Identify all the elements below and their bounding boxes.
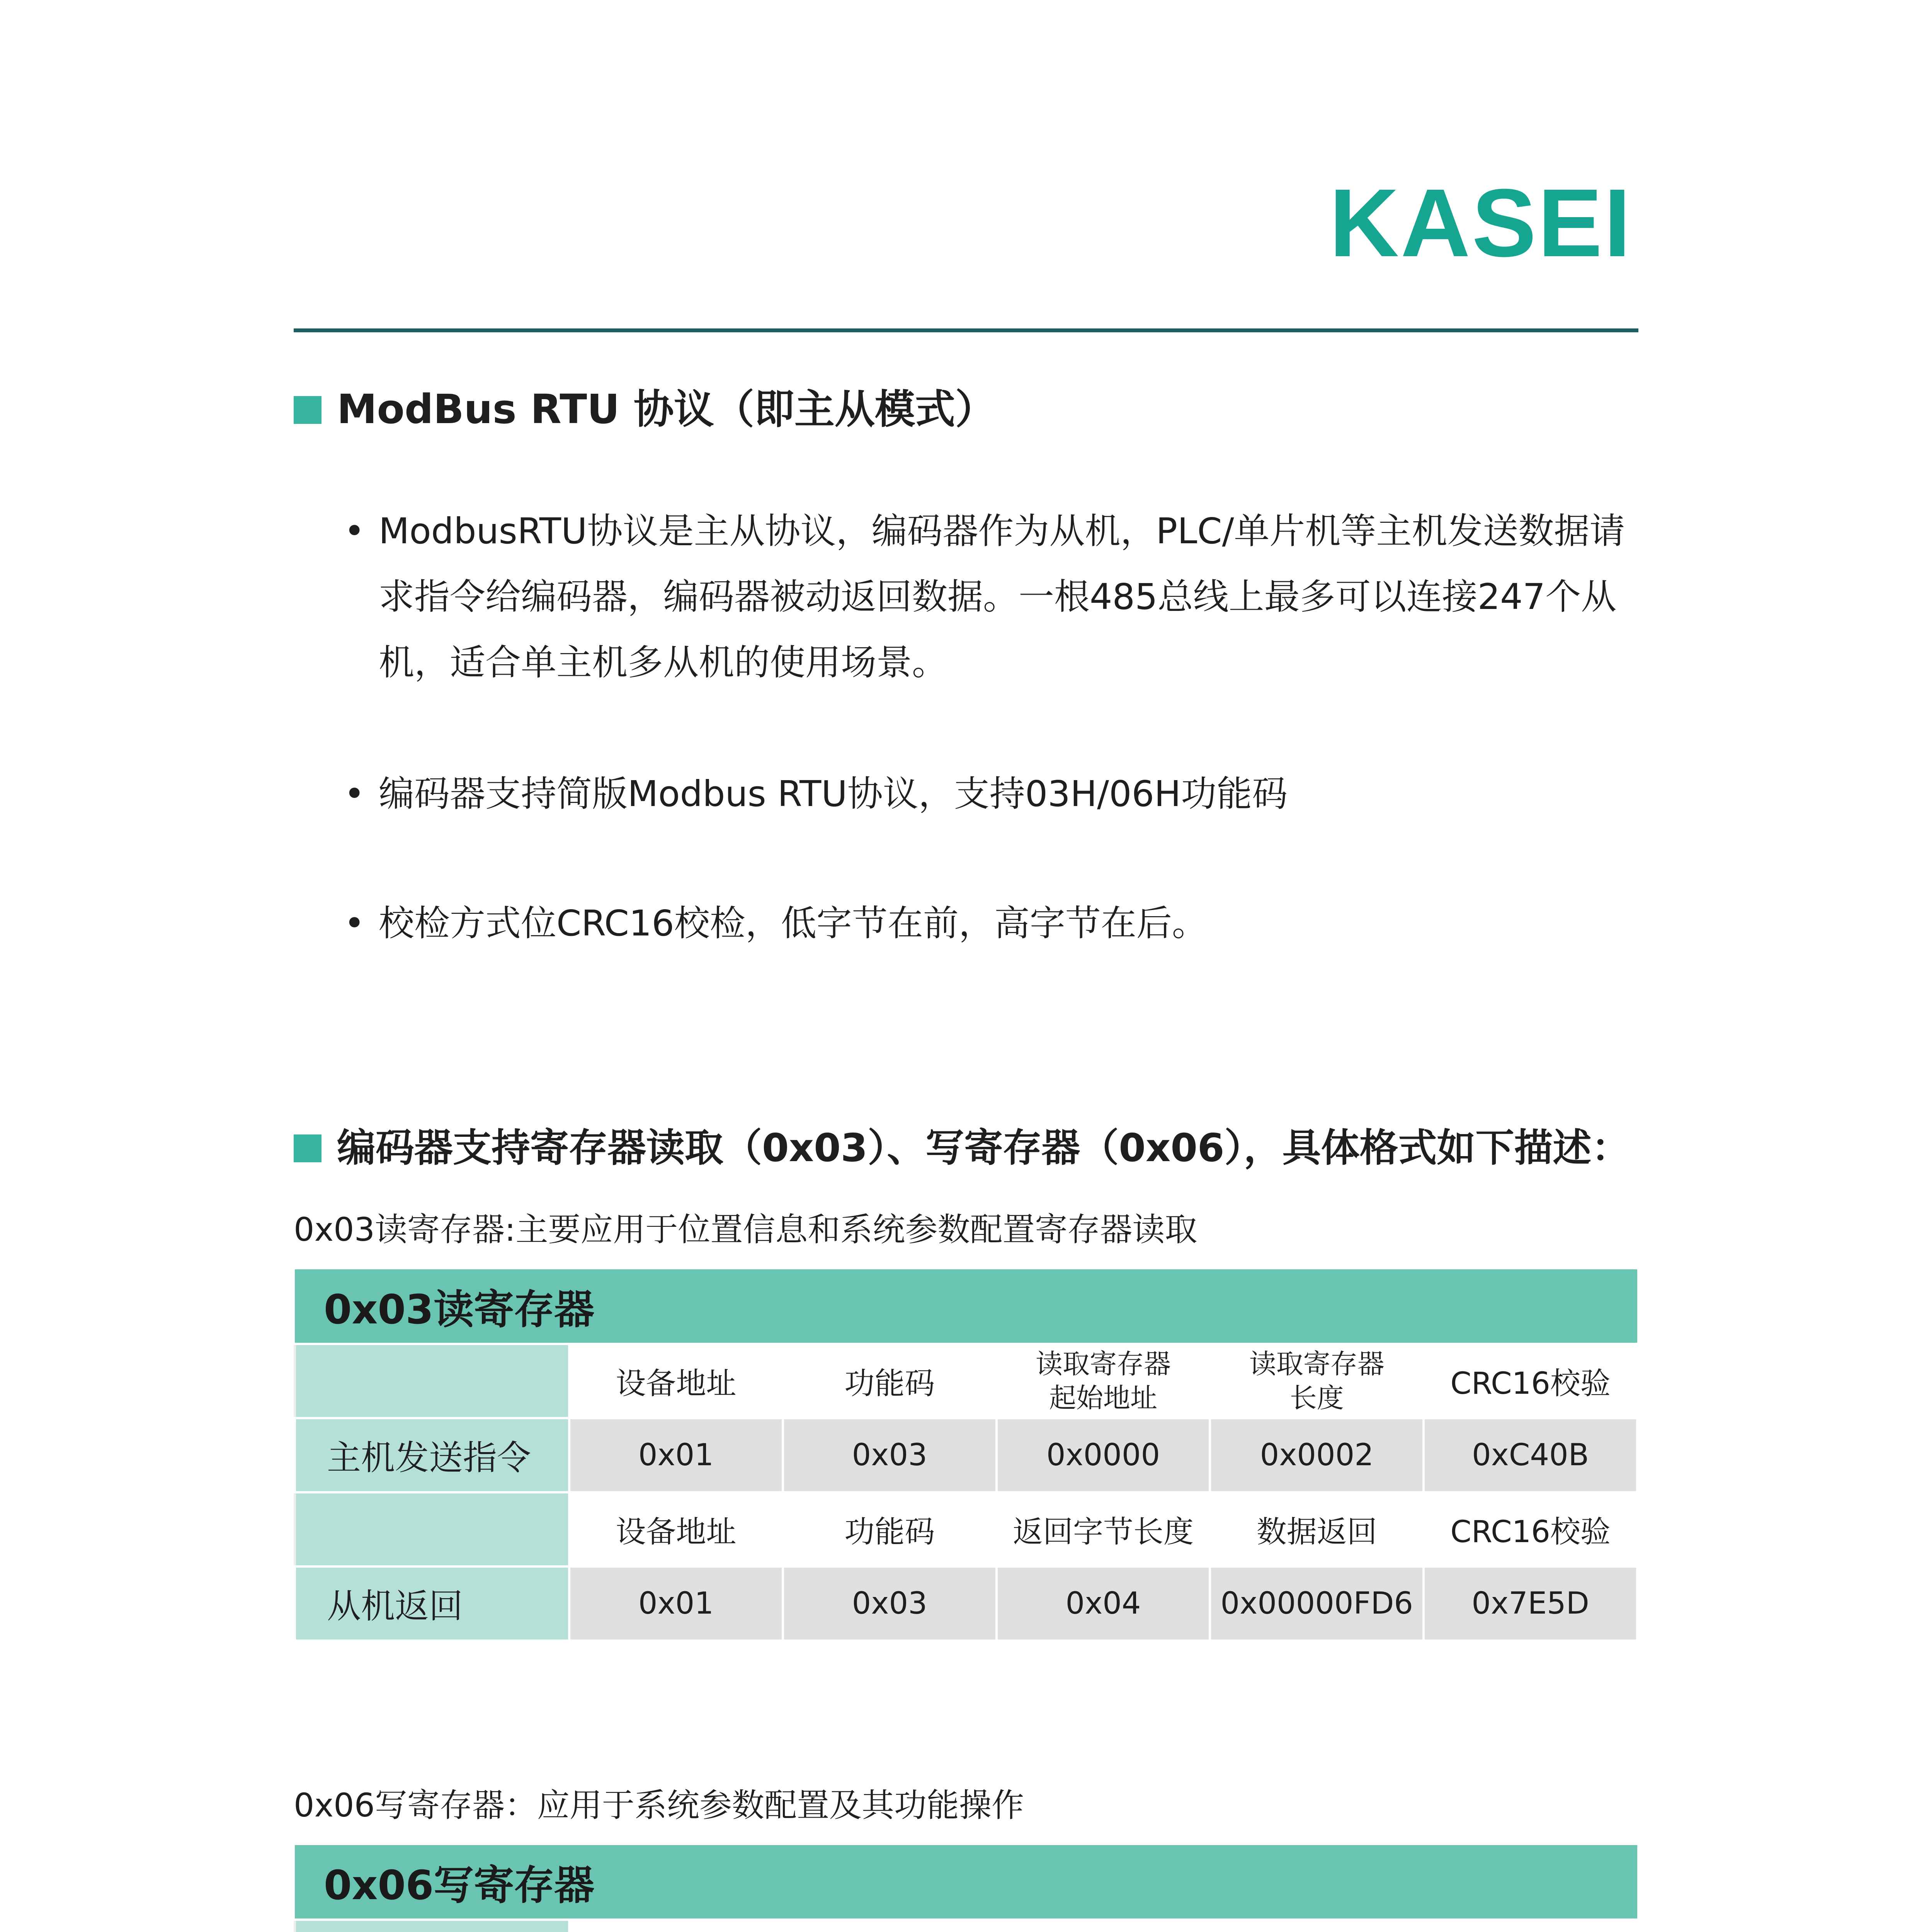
- value-cell: 0x7E5D: [1424, 1566, 1637, 1641]
- header-cell: 功能码: [783, 1344, 997, 1418]
- header-cell: [1210, 1920, 1424, 1932]
- table-title: 0x03读寄存器: [295, 1269, 1637, 1344]
- row-label-empty: [295, 1492, 569, 1566]
- value-cell: 0x04: [997, 1566, 1210, 1641]
- bullet-text: 校检方式位CRC16校检，低字节在前，高字节在后。: [379, 903, 1208, 944]
- bullet-dot-icon: •: [344, 510, 365, 552]
- table-header-row: [295, 1492, 1637, 1566]
- table-header-row: [295, 1920, 1637, 1932]
- header-cell: [997, 1920, 1210, 1932]
- square-bullet-icon: [294, 396, 321, 424]
- bullet-item: [344, 761, 1638, 827]
- header-cell: CRC16校验: [1424, 1492, 1637, 1566]
- table-header-row: [295, 1344, 1637, 1418]
- bullet-item: [344, 498, 1638, 696]
- table-title: 0x06写寄存器: [295, 1845, 1637, 1920]
- section-title-modbus: [294, 377, 995, 435]
- value-cell: 0x03: [783, 1418, 997, 1492]
- header-cell: [569, 1920, 783, 1932]
- value-cell: 0xC40B: [1424, 1418, 1637, 1492]
- row-label-empty: [295, 1344, 569, 1418]
- header-cell: 设备地址: [569, 1492, 783, 1566]
- bullet-dot-icon: •: [344, 773, 365, 815]
- table-caption: 0x06写寄存器：应用于系统参数配置及其功能操作: [294, 1786, 1024, 1824]
- header-cell: 读取寄存器 长度: [1210, 1344, 1424, 1418]
- section-title-register: [294, 1117, 1630, 1172]
- header-rule: [294, 328, 1638, 332]
- write-register-table: [294, 1845, 1638, 1932]
- header-cell: [783, 1920, 997, 1932]
- value-cell: 0x03: [783, 1566, 997, 1641]
- bullet-dot-icon: •: [344, 903, 365, 944]
- header-cell: CRC16校验: [1424, 1344, 1637, 1418]
- header-cell: 返回字节长度: [997, 1492, 1210, 1566]
- bullet-item: [344, 891, 1638, 956]
- section-title-text: ModBus RTU 协议（即主从模式）: [337, 386, 995, 433]
- table-caption: 0x03读寄存器:主要应用于位置信息和系统参数配置寄存器读取: [294, 1211, 1197, 1248]
- value-cell: 0x0000: [997, 1418, 1210, 1492]
- value-cell: 0x01: [569, 1418, 783, 1492]
- value-cell: 0x01: [569, 1566, 783, 1641]
- table-row: [295, 1418, 1637, 1492]
- header-cell: 读取寄存器 起始地址: [997, 1344, 1210, 1418]
- row-label-empty: [295, 1920, 569, 1932]
- header-cell: 数据返回: [1210, 1492, 1424, 1566]
- kasei-logo: KASEI: [1329, 169, 1633, 277]
- value-cell: 0x00000FD6: [1210, 1566, 1424, 1641]
- section-title-text: 编码器支持寄存器读取（0x03）、写寄存器（0x06），具体格式如下描述：: [337, 1125, 1630, 1170]
- header-cell: [1424, 1920, 1637, 1932]
- row-label: 主机发送指令: [295, 1418, 569, 1492]
- row-label: 从机返回: [295, 1566, 569, 1641]
- value-cell: 0x0002: [1210, 1418, 1424, 1492]
- bullet-text: 编码器支持简版Modbus RTU协议，支持03H/06H功能码: [379, 773, 1288, 815]
- table-row: [295, 1566, 1637, 1641]
- square-bullet-icon: [294, 1134, 321, 1162]
- read-register-table: [294, 1269, 1638, 1642]
- header-cell: 功能码: [783, 1492, 997, 1566]
- header-cell: 设备地址: [569, 1344, 783, 1418]
- bullet-text: ModbusRTU协议是主从协议，编码器作为从机，PLC/单片机等主机发送数据请求指令给编码器，编码器被动返回数据。一根485总线上最多可以连接247个从机，适合单主机多从机的使用场景。: [379, 510, 1625, 683]
